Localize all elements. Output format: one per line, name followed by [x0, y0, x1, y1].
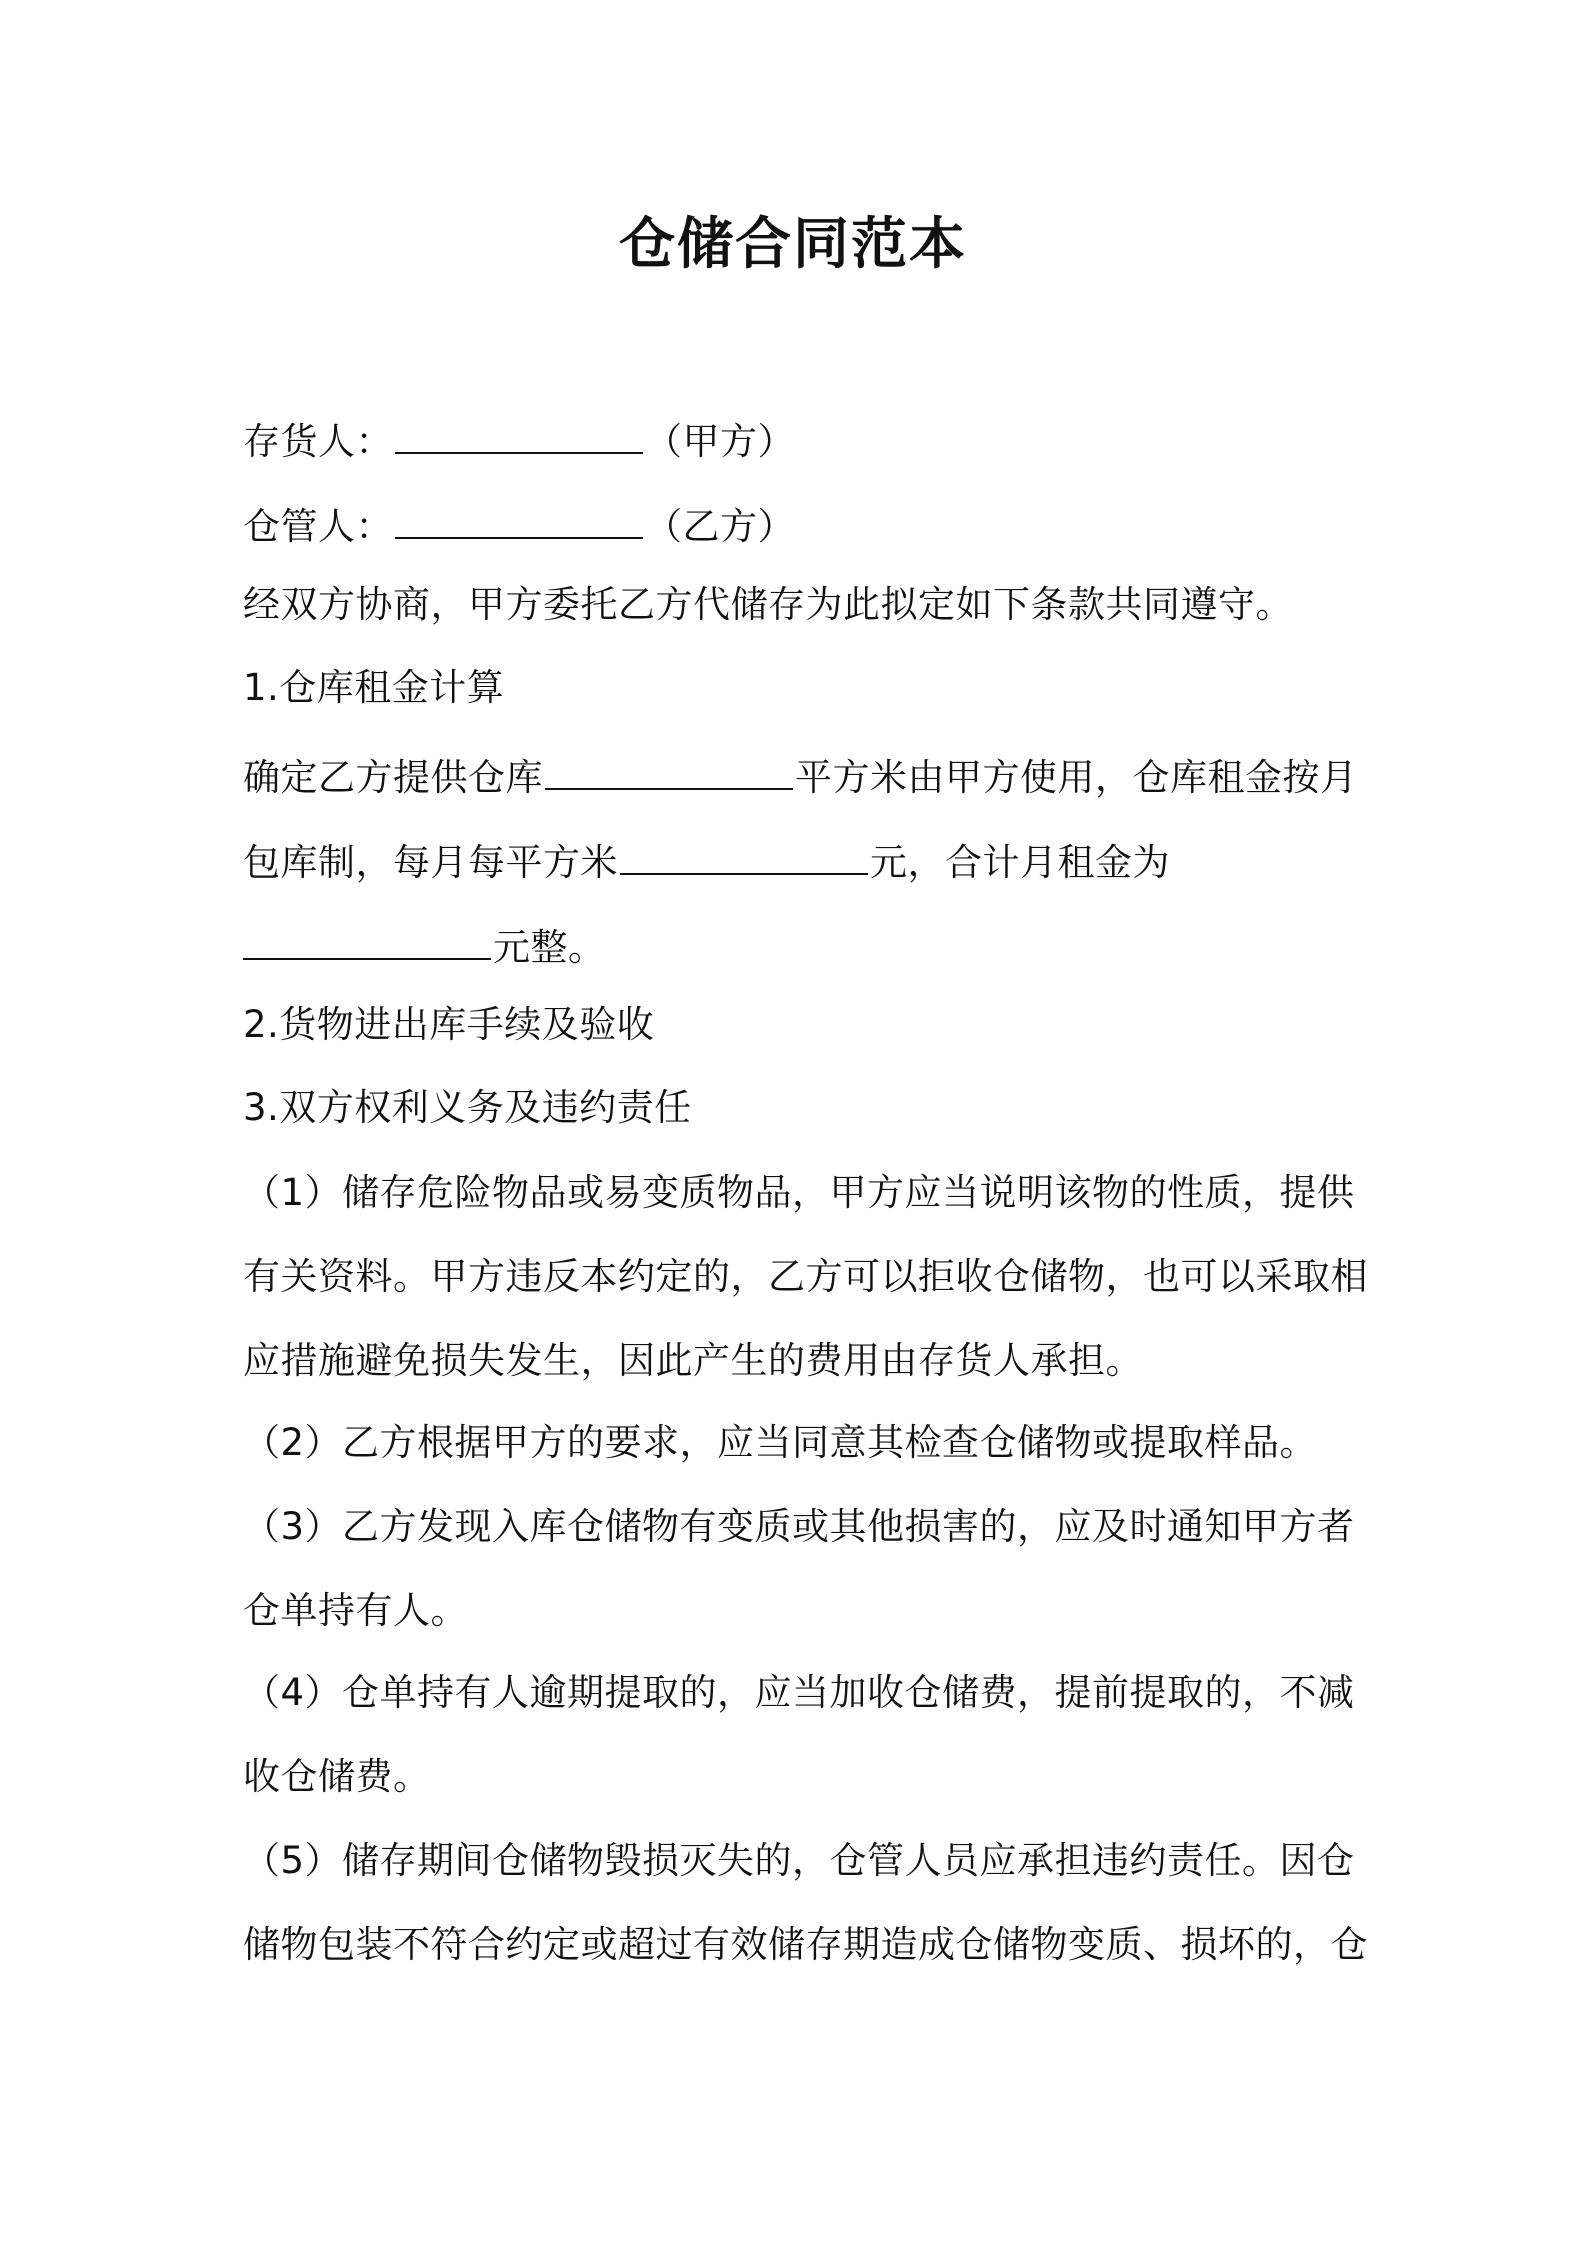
unit-price-blank: [620, 835, 868, 875]
clause-line: 应措施避免损失发生，因此产生的费用由存货人承担。: [243, 1339, 1143, 1382]
section1-heading: 1.仓库租金计算: [243, 666, 505, 709]
clause-line: 有关资料。甲方违反本约定的，乙方可以拒收仓储物，也可以采取相: [243, 1255, 1368, 1298]
rent-text-1a: 确定乙方提供仓库: [243, 756, 543, 799]
clause-line: （1）储存危险物品或易变质物品，甲方应当说明该物的性质，提供: [243, 1171, 1355, 1214]
keeper-blank: [395, 499, 643, 539]
rent-text-2a: 包库制，每月每平方米: [243, 841, 618, 884]
clause-line: 仓单持有人。: [243, 1589, 468, 1632]
keeper-line: [243, 497, 795, 557]
depositor-label: 存货人：: [243, 420, 393, 463]
rent-text-3b: 元整。: [493, 926, 606, 969]
rent-line-2: [243, 833, 1170, 893]
clause-line: 储物包装不符合约定或超过有效储存期造成仓储物变质、损坏的，仓: [243, 1923, 1368, 1966]
rent-text-2b: 元，合计月租金为: [870, 841, 1170, 884]
document-title: 仓储合同范本: [619, 212, 967, 277]
clause-line: （3）乙方发现入库仓储物有变质或其他损害的，应及时通知甲方者: [243, 1505, 1355, 1548]
depositor-role: （甲方）: [645, 420, 795, 463]
total-rent-blank: [243, 920, 491, 960]
clause-line: 收仓储费。: [243, 1755, 431, 1798]
rent-line-3: [243, 918, 606, 978]
section2-heading: 2.货物进出库手续及验收: [243, 1003, 655, 1046]
rent-line-1: [243, 748, 1358, 808]
keeper-label: 仓管人：: [243, 505, 393, 548]
rent-text-1b: 平方米由甲方使用，仓库租金按月: [795, 756, 1358, 799]
clause-line: （5）储存期间仓储物毁损灭失的，仓管人员应承担违约责任。因仓: [243, 1839, 1355, 1882]
clause-line: （4）仓单持有人逾期提取的，应当加收仓储费，提前提取的，不减: [243, 1671, 1355, 1714]
depositor-blank: [395, 414, 643, 454]
area-blank: [545, 750, 793, 790]
depositor-line: [243, 412, 795, 472]
intro-text: 经双方协商，甲方委托乙方代储存为此拟定如下条款共同遵守。: [243, 583, 1293, 626]
clause-line: （2）乙方根据甲方的要求，应当同意其检查仓储物或提取样品。: [243, 1421, 1318, 1464]
keeper-role: （乙方）: [645, 505, 795, 548]
section3-heading: 3.双方权利义务及违约责任: [243, 1086, 692, 1129]
